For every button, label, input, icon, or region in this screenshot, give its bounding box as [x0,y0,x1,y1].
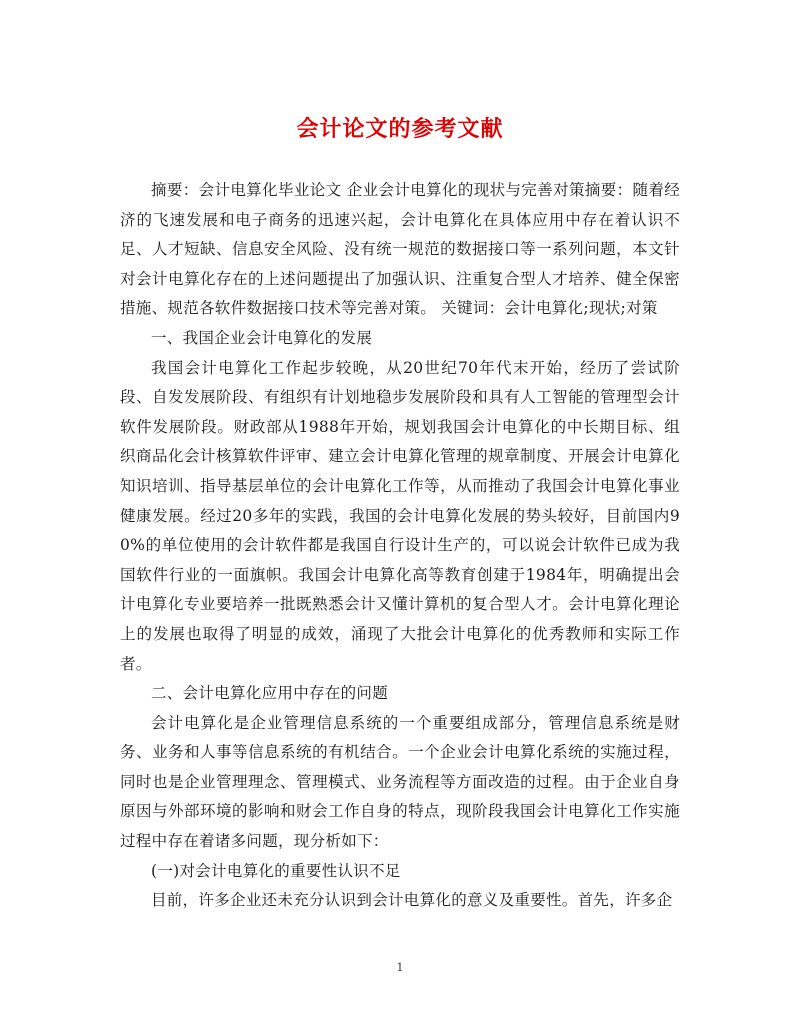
document-body [120,176,680,916]
abstract-paragraph: 摘要：会计电算化毕业论文 企业会计电算化的现状与完善对策摘要：随着经济的飞速发展和电子商务的迅速兴起，会计电算化在具体应用中存在着认识不足、人才短缺、信息安全风险、没有统一规范的数据接口等一系列问题，本文针对会计电算化存在的上述问题提出了加强认识、注重复合型人才培养、健全保密措施、规范各软件数据接口技术等完善对策。 关键词：会计电算化;现状;对策 [120,181,680,318]
section-heading-2: 二、会计电算化应用中存在的问题 [151,684,389,703]
document-title: 会计论文的参考文献 [296,116,504,142]
body-paragraph: 目前，许多企业还未充分认识到会计电算化的意义及重要性。首先，许多企 [151,891,673,910]
section-heading-1: 一、我国企业会计电算化的发展 [151,328,373,347]
body-paragraph: 我国会计电算化工作起步较晚，从20世纪70年代末开始，经历了尝试阶段、自发发展阶段、有组织有计划地稳步发展阶段和具有人工智能的管理型会计软件发展阶段。财政部从1988年开始，规划我国会计电算化的中长期目标、组织商品化会计核算软件评审、建立会计电算化管理的规章制度、开展会计电算化知识培训、指导基层单位的会计电算化工作等，从而推动了我国会计电算化事业健康发展。经过20多年的实践，我国的会计电算化发展的势头较好，目前国内90%的单位使用的会计软件都是我国自行设计生产的，可以说会计软件已成为我国软件行业的一面旗帜。我国会计电算化高等教育创建于1984年，明确提出会计电算化专业要培养一批既熟悉会计又懂计算机的复合型人才。会计电算化理论上的发展也取得了明显的成效，涌现了大批会计电算化的优秀教师和实际工作者。 [120,358,680,673]
page-number: 1 [396,961,404,974]
body-paragraph: 会计电算化是企业管理信息系统的一个重要组成部分，管理信息系统是财务、业务和人事等信息系统的有机结合。一个企业会计电算化系统的实施过程，同时也是企业管理理念、管理模式、业务流程等方面改造的过程。由于企业自身原因与外部环境的影响和财会工作自身的特点，现阶段我国会计电算化工作实施过程中存在着诸多问题，现分析如下： [120,713,680,851]
subsection-heading-1: (一)对会计电算化的重要性认识不足 [151,861,401,880]
